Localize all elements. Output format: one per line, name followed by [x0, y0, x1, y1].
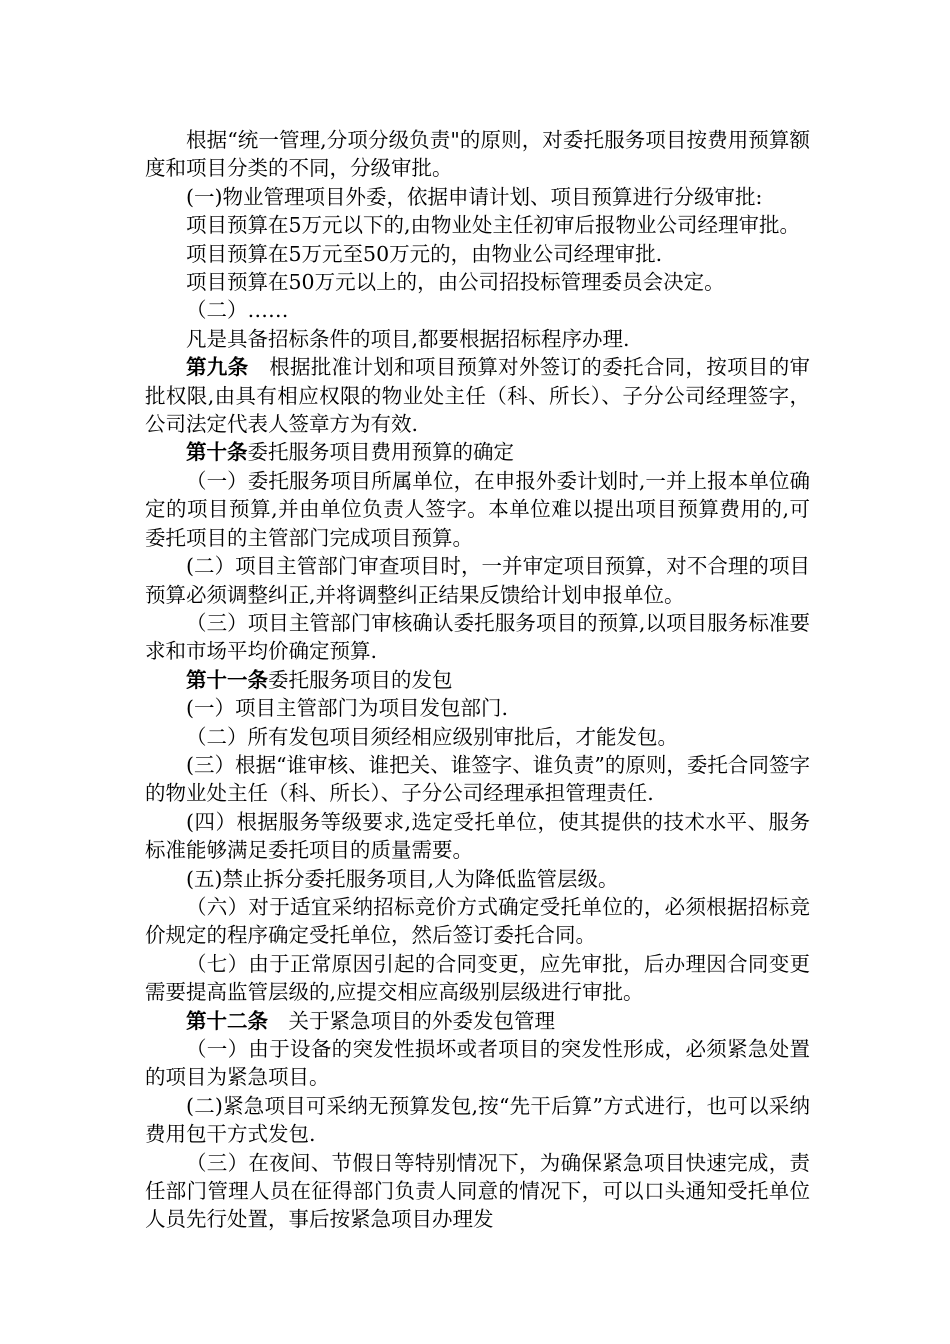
paragraph-text: 项目预算在50万元以上的，由公司招投标管理委员会决定。 — [186, 270, 725, 295]
paragraph-text: 委托服务项目费用预算的确定 — [247, 440, 514, 465]
paragraph — [145, 666, 810, 694]
paragraph-text: （一）委托服务项目所属单位，在申报外委计划时,一并上报本单位确定的项目预算,并由单位负责人签字。本单位难以提出项目预算费用的,可委托项目的主管部门完成项目预算。 — [145, 468, 810, 550]
paragraph — [145, 438, 810, 466]
paragraph-text: （三）在夜间、节假日等特别情况下，为确保紧急项目快速完成，责任部门管理人员在征得部门负责人同意的情况下，可以口头通知受托单位人员先行处置，事后按紧急项目办理发 — [145, 1150, 810, 1232]
paragraph — [145, 1092, 810, 1149]
paragraph — [145, 1035, 810, 1092]
paragraph-text: 凡是具备招标条件的项目,都要根据招标程序办理. — [186, 326, 630, 351]
paragraph — [145, 694, 810, 722]
article-heading: 第九条 — [186, 355, 249, 380]
paragraph-text: (二)紧急项目可采纳无预算发包,按“先干后算”方式进行，也可以采纳费用包干方式发包. — [145, 1093, 810, 1147]
paragraph — [145, 353, 810, 438]
paragraph-text: （七）由于正常原因引起的合同变更，应先审批，后办理因合同变更需要提高监管层级的,应提交相应高级别层级进行审批。 — [145, 951, 810, 1005]
paragraph — [145, 865, 810, 893]
paragraph-text: （二）所有发包项目须经相应级别审批后，才能发包。 — [186, 724, 678, 749]
paragraph — [145, 325, 810, 353]
paragraph — [145, 893, 810, 950]
paragraph — [145, 723, 810, 751]
article-heading: 第十二条 — [186, 1008, 268, 1033]
paragraph — [145, 751, 810, 808]
paragraph-text: （三）项目主管部门审核确认委托服务项目的预算,以项目服务标准要求和市场平均价确定预算. — [145, 610, 810, 664]
paragraph-text: (一）项目主管部门为项目发包部门. — [186, 696, 509, 721]
paragraph — [145, 467, 810, 552]
paragraph — [145, 126, 810, 183]
paragraph — [145, 296, 810, 324]
paragraph — [145, 211, 810, 239]
article-heading: 第十一条 — [186, 667, 268, 692]
paragraph-text: （六）对于适宜采纳招标竞价方式确定受托单位的，必须根据招标竞价规定的程序确定受托单位，然后签订委托合同。 — [145, 894, 810, 948]
paragraph-text: (三）根据“谁审核、谁把关、谁签字、谁负责”的原则，委托合同签字的物业处主任（科、所长）、子分公司经理承担管理责任. — [145, 752, 810, 806]
paragraph — [145, 552, 810, 609]
paragraph — [145, 609, 810, 666]
paragraph-text: (一)物业管理项目外委，依据申请计划、项目预算进行分级审批: — [186, 184, 763, 209]
paragraph-text: 项目预算在5万元以下的,由物业处主任初审后报物业公司经理审批。 — [186, 213, 801, 238]
paragraph-text: （二）…… — [186, 298, 289, 323]
paragraph — [145, 950, 810, 1007]
paragraph — [145, 808, 810, 865]
paragraph — [145, 1149, 810, 1234]
article-heading: 第十条 — [186, 440, 248, 465]
paragraph-text: 根据“统一管理,分项分级负责"的原则，对委托服务项目按费用预算额度和项目分类的不同，分级审批。 — [145, 128, 810, 181]
paragraph — [145, 183, 810, 211]
paragraph-text: 根据批准计划和项目预算对外签订的委托合同，按项目的审批权限,由具有相应权限的物业处主任（科、所长）、子分公司经理签字，公司法定代表人签章方为有效. — [145, 355, 811, 437]
paragraph-text: 项目预算在5万元至50万元的，由物业公司经理审批. — [186, 241, 663, 266]
paragraph-text: （一）由于设备的突发性损坏或者项目的突发性形成，必须紧急处置的项目为紧急项目。 — [145, 1037, 810, 1090]
paragraph — [145, 268, 810, 296]
paragraph-text: (二）项目主管部门审查项目时，一并审定项目预算，对不合理的项目预算必须调整纠正,并将调整纠正结果反馈给计划申报单位。 — [145, 554, 810, 607]
paragraph — [145, 240, 810, 268]
document-page — [145, 126, 810, 1234]
paragraph — [145, 1007, 810, 1035]
paragraph-text: (五)禁止拆分委托服务项目,人为降低监管层级。 — [186, 866, 619, 891]
paragraph-text: 委托服务项目的发包 — [268, 667, 453, 692]
paragraph-text: 关于紧急项目的外委发包管理 — [268, 1008, 555, 1033]
paragraph-text: (四）根据服务等级要求,选定受托单位，使其提供的技术水平、服务标准能够满足委托项目的质量需要。 — [145, 809, 810, 863]
